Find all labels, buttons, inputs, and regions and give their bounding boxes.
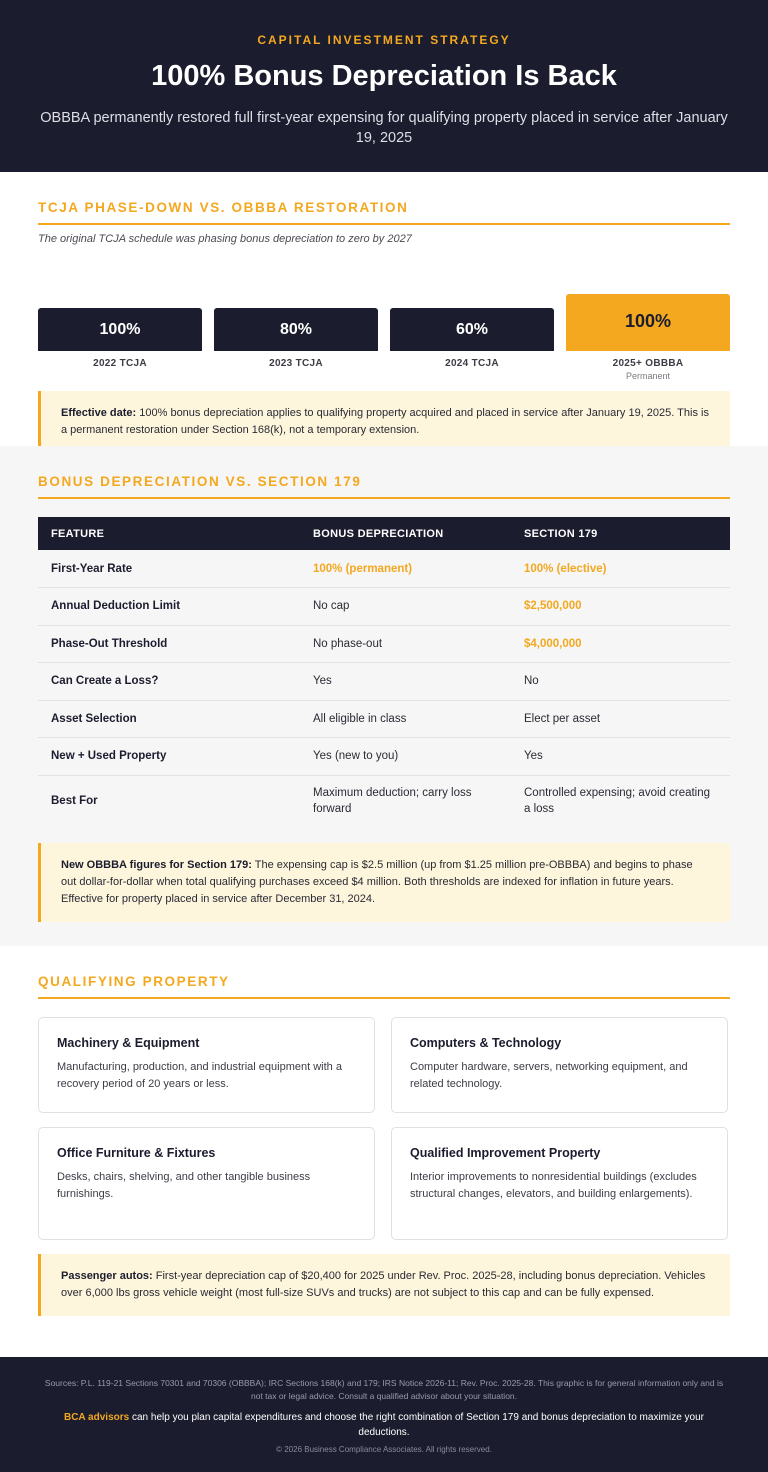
- bonus-cell: No cap: [300, 588, 511, 626]
- phase-down-section: [0, 172, 768, 446]
- feature-cell: Phase-Out Threshold: [38, 625, 300, 663]
- callout-label: Passenger autos:: [61, 1270, 153, 1282]
- card-title: Computers & Technology: [410, 1036, 562, 1050]
- section179-cell: Yes: [511, 738, 730, 776]
- bonus-cell: Yes (new to you): [300, 738, 511, 776]
- phase-bar-2022: [38, 308, 202, 351]
- section-title: TCJA PHASE-DOWN VS. OBBBA RESTORATION: [38, 200, 730, 225]
- hero-banner: [0, 0, 768, 172]
- table-row: [38, 550, 730, 588]
- section179-cell: $4,000,000: [511, 625, 730, 663]
- card-text: Desks, chairs, shelving, and other tangible business furnishings.: [57, 1171, 311, 1200]
- cta-text: [38, 1410, 730, 1440]
- column-header: BONUS DEPRECIATION: [300, 517, 511, 550]
- callout-label: New OBBBA figures for Section 179:: [61, 859, 252, 871]
- section-note: The original TCJA schedule was phasing bonus depreciation to zero by 2027: [38, 233, 412, 245]
- table-row: [38, 663, 730, 701]
- bar-label: 2023 TCJA: [269, 358, 323, 369]
- table-row: [38, 700, 730, 738]
- section179-cell: Elect per asset: [511, 700, 730, 738]
- section179-cell: $2,500,000: [511, 588, 730, 626]
- phase-bar-2025-obbba: [566, 294, 730, 351]
- property-card: [391, 1017, 728, 1113]
- bar-value: 80%: [214, 308, 378, 351]
- phase-label-row: [38, 351, 730, 381]
- bar-label: 2024 TCJA: [445, 358, 499, 369]
- qualifying-property-section: [0, 946, 768, 1357]
- bar-value: 100%: [566, 294, 730, 351]
- section179-cell: 100% (elective): [511, 550, 730, 588]
- feature-cell: Can Create a Loss?: [38, 663, 300, 701]
- hero-subtitle: OBBBA permanently restored full first-year expensing for qualifying property placed in service after January 19, 2025: [40, 110, 728, 146]
- table-header-row: [38, 517, 730, 550]
- section179-figures-callout: [38, 843, 730, 922]
- phase-bar-row: [38, 267, 730, 351]
- bonus-cell: Maximum deduction; carry loss forward: [313, 787, 472, 816]
- feature-cell: Annual Deduction Limit: [38, 588, 300, 626]
- bar-sublabel: Permanent: [625, 371, 671, 381]
- section179-cell: No: [511, 663, 730, 701]
- copyright: © 2026 Business Compliance Associates. All rights reserved.: [276, 1445, 492, 1454]
- table-row: [38, 738, 730, 776]
- bar-label: 2025+ OBBBA: [612, 358, 684, 369]
- bonus-cell: 100% (permanent): [300, 550, 511, 588]
- callout-text: 100% bonus depreciation applies to qualifying property acquired and placed in service after January 19, 2025. This is a permanent restoration under Section 168(k), not a temporary extension.: [61, 407, 709, 436]
- card-title: Office Furniture & Fixtures: [57, 1146, 216, 1160]
- property-card: [38, 1017, 375, 1113]
- section-title: BONUS DEPRECIATION VS. SECTION 179: [38, 474, 730, 499]
- bonus-cell: Yes: [300, 663, 511, 701]
- page-footer: [0, 1357, 768, 1472]
- hero-eyebrow: CAPITAL INVESTMENT STRATEGY: [257, 33, 511, 47]
- comparison-section: [0, 446, 768, 946]
- feature-cell: Asset Selection: [38, 700, 300, 738]
- page-title: 100% Bonus Depreciation Is Back: [151, 60, 617, 92]
- section179-cell: Controlled expensing; avoid creating a loss: [524, 787, 711, 816]
- property-card: [391, 1127, 728, 1240]
- table-row: [38, 775, 730, 827]
- card-title: Qualified Improvement Property: [410, 1146, 601, 1160]
- table-row: [38, 625, 730, 663]
- bonus-cell: All eligible in class: [300, 700, 511, 738]
- feature-cell: New + Used Property: [38, 738, 300, 776]
- feature-cell: Best For: [51, 795, 98, 808]
- column-header: FEATURE: [38, 517, 300, 550]
- section-title: QUALIFYING PROPERTY: [38, 974, 730, 999]
- brand-name: BCA advisors: [63, 1412, 130, 1423]
- effective-date-callout: [38, 391, 730, 453]
- card-title: Machinery & Equipment: [57, 1036, 200, 1050]
- property-card: [38, 1127, 375, 1240]
- column-header: SECTION 179: [511, 517, 730, 550]
- callout-label: Effective date:: [61, 407, 137, 419]
- phase-bar-2023: [214, 308, 378, 351]
- passenger-autos-callout: [38, 1254, 730, 1316]
- phase-bar-2024: [390, 308, 554, 351]
- callout-text: First-year depreciation cap of $20,400 for 2025 under Rev. Proc. 2025-28, including bonus depreciation. Vehicles over 6,000 lbs gross vehicle weight (most full-size SUVs and trucks) are not subject to this cap and can be fully expensed.: [61, 1270, 706, 1299]
- feature-cell: First-Year Rate: [38, 550, 300, 588]
- sources-text: Sources: P.L. 119-21 Sections 70301 and 70306 (OBBBA); IRC Sections 168(k) and 179; IRS Notice 2026-11; Rev. Proc. 2025-28. This graphic is for general information only and is not tax or legal advice. Consult a qualified advisor about your situation.: [44, 1378, 724, 1401]
- callout-text: The expensing cap is $2.5 million (up from $1.25 million pre-OBBBA) and begins to phase out dollar-for-dollar when total qualifying purchases exceed $4 million. Both thresholds are indexed for inflation in future years. Effective for property placed in service after December 31, 2024.: [61, 859, 693, 905]
- card-text: Interior improvements to nonresidential buildings (excludes structural changes, elevators, and building enlargements).: [410, 1171, 697, 1200]
- bar-label: 2022 TCJA: [93, 358, 147, 369]
- property-card-grid: [38, 1017, 730, 1240]
- card-text: Computer hardware, servers, networking equipment, and related technology.: [410, 1061, 688, 1090]
- bar-value: 100%: [38, 308, 202, 351]
- comparison-table: [38, 517, 730, 827]
- bar-value: 60%: [390, 308, 554, 351]
- cta-body: can help you plan capital expenditures and choose the right combination of Section 179 and bonus depreciation to maximize your deductions.: [129, 1412, 705, 1438]
- bonus-cell: No phase-out: [300, 625, 511, 663]
- table-row: [38, 588, 730, 626]
- card-text: Manufacturing, production, and industrial equipment with a recovery period of 20 years or less.: [57, 1061, 342, 1090]
